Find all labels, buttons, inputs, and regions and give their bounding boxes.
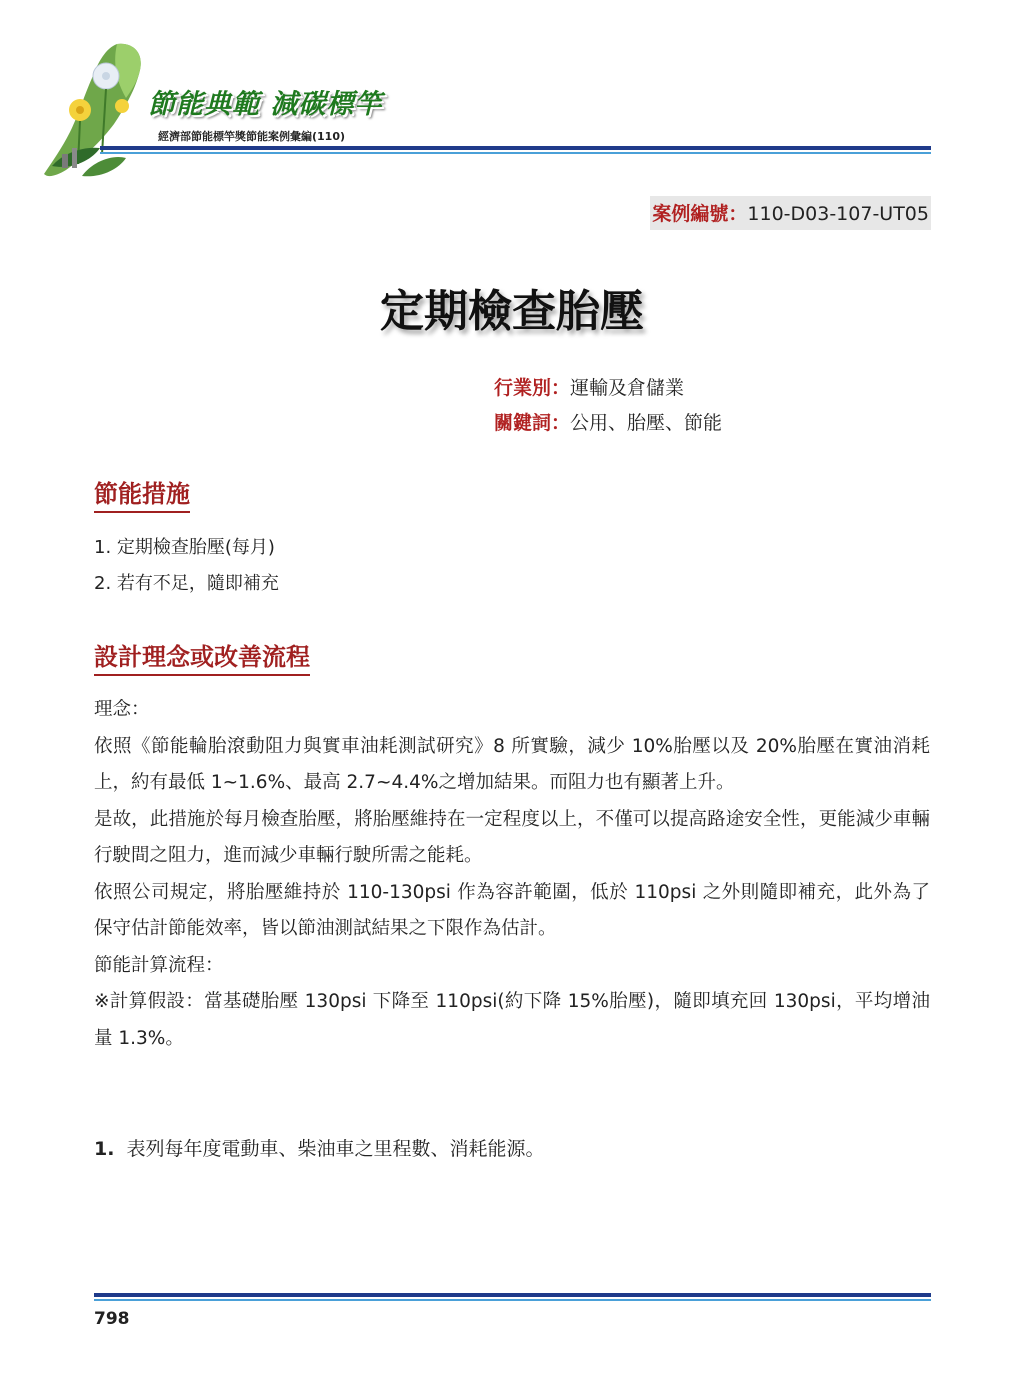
step-text: 表列每年度電動車、柴油車之里程數、消耗能源。 [126, 1138, 545, 1160]
brand-title: 節能典範 減碳標竿 [148, 89, 383, 120]
step-number: 1. [94, 1138, 115, 1160]
paragraph: ※計算假設：當基礎胎壓 130psi 下降至 110psi(約下降 15%胎壓)，隨即填充回 130psi，平均增油量 1.3%。 [94, 991, 930, 1049]
section-heading-measures: 節能措施 [94, 474, 190, 513]
keywords-label: 關鍵詞： [494, 412, 571, 434]
body-text [94, 692, 930, 1057]
step-item [94, 1134, 544, 1161]
footer-divider [94, 1293, 931, 1297]
list-item: 1. 定期檢查胎壓(每月) [94, 537, 275, 558]
brand-subtitle: 經濟部節能標竿獎節能案例彙編(110) [158, 130, 346, 143]
paragraph: 節能計算流程： [94, 954, 224, 976]
footer-divider-accent [94, 1299, 931, 1301]
paragraph: 是故，此措施於每月檢查胎壓，將胎壓維持在一定程度以上，不僅可以提高路途安全性，更能減少車輛行駛間之阻力，進而減少車輛行駛所需之能耗。 [94, 808, 930, 866]
paragraph: 依照公司規定，將胎壓維持於 110-130psi 作為容許範圍，低於 110psi 之外則隨即補充，此外為了保守估計節能效率，皆以節油測試結果之下限作為估計。 [94, 881, 930, 939]
page-title: 定期檢查胎壓 [380, 286, 644, 337]
industry-row [494, 373, 684, 400]
list-item: 2. 若有不足，隨即補充 [94, 573, 279, 594]
industry-label: 行業別： [494, 377, 571, 399]
keywords-row [494, 408, 722, 435]
case-number [650, 196, 931, 230]
page-number: 798 [94, 1309, 130, 1329]
case-number-value: 110-D03-107-UT05 [747, 203, 929, 225]
paragraph: 理念： [94, 699, 150, 720]
header-divider-accent [100, 152, 931, 154]
section-heading-design: 設計理念或改善流程 [94, 637, 310, 676]
taiwan-map-dandelion-logo-icon [22, 36, 162, 186]
case-number-label: 案例編號： [652, 203, 748, 225]
industry-value: 運輸及倉儲業 [570, 377, 685, 399]
paragraph: 依照《節能輪胎滾動阻力與實車油耗測試研究》8 所實驗，減少 10%胎壓以及 20%胎壓在實油消耗上，約有最低 1~1.6%、最高 2.7~4.4%之增加結果。而阻力也有顯著上升。 [94, 735, 930, 793]
header-divider [100, 146, 931, 150]
keywords-value: 公用、胎壓、節能 [570, 412, 723, 434]
